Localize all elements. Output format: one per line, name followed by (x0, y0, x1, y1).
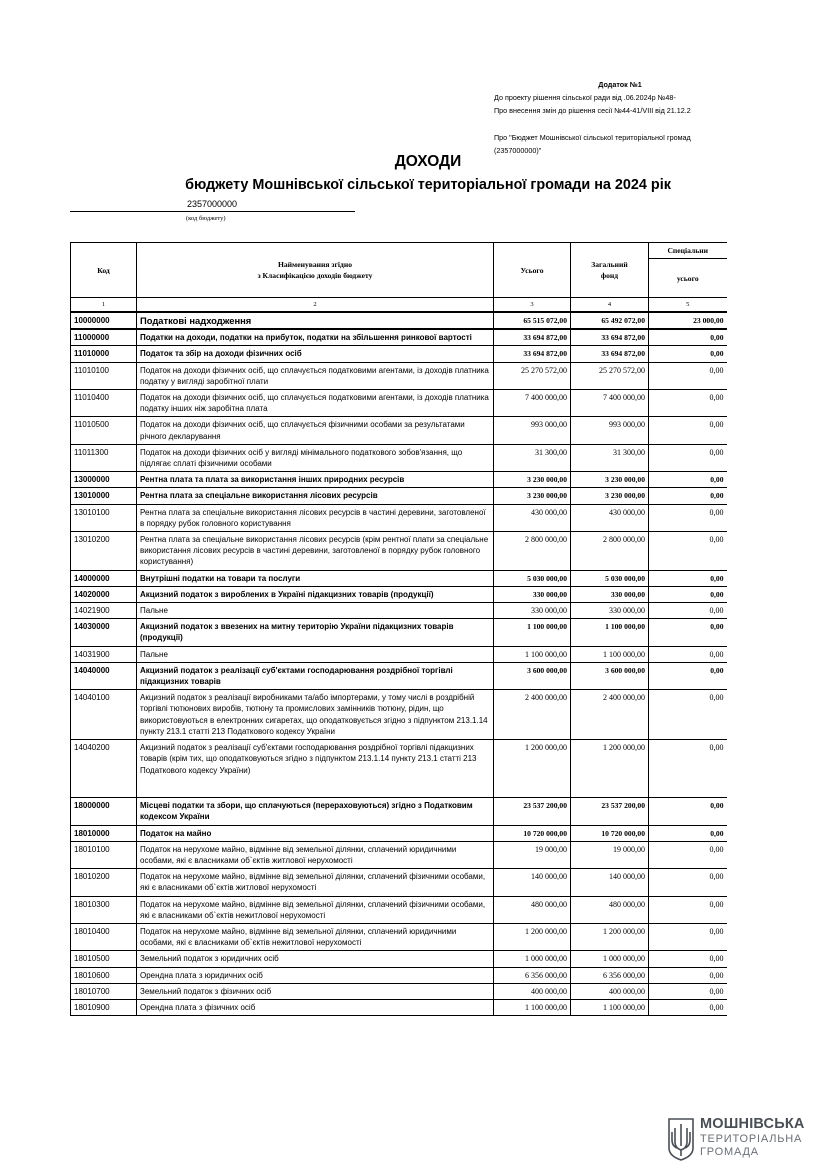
row-special-fund: 0,00 (649, 586, 727, 602)
row-name: Податок на доходи фізичних осіб у вигляді мінімального податкового зобов'язання, що підлягає сплаті фізичними особами (137, 444, 494, 471)
table-row (71, 896, 727, 923)
table-row (71, 472, 727, 488)
row-general-fund: 330 000,00 (571, 603, 649, 619)
row-code: 14021900 (71, 603, 137, 619)
header-line-3: Про "Бюджет Мошнівської сільської територіальної громад (494, 133, 691, 142)
row-total: 65 515 072,00 (494, 312, 571, 329)
row-special-fund: 0,00 (649, 362, 727, 389)
row-total: 5 030 000,00 (494, 570, 571, 586)
row-name: Акцизний податок з ввезених на митну територію України підакцизних товарів (продукції) (137, 619, 494, 646)
row-total: 2 800 000,00 (494, 532, 571, 571)
row-code: 18010700 (71, 983, 137, 999)
document-subtitle: бюджету Мошнівської сільської територіальної громади на 2024 рік (185, 177, 671, 193)
table-row (71, 532, 727, 571)
row-name: Земельний податок з юридичних осіб (137, 951, 494, 967)
table-row (71, 841, 727, 868)
appendix-title: Додаток №1 (598, 80, 642, 89)
row-total: 140 000,00 (494, 869, 571, 896)
table-row (71, 923, 727, 950)
row-total: 25 270 572,00 (494, 362, 571, 389)
row-name: Податки на доходи, податки на прибуток, податки на збільшення ринкової вартості (137, 329, 494, 346)
row-name: Податок на майно (137, 825, 494, 841)
table-row (71, 646, 727, 662)
row-general-fund: 23 537 200,00 (571, 798, 649, 825)
row-general-fund: 330 000,00 (571, 586, 649, 602)
row-total: 33 694 872,00 (494, 346, 571, 362)
header-general-fund (571, 243, 649, 298)
row-name: Земельний податок з фізичних осіб (137, 983, 494, 999)
row-total: 1 000 000,00 (494, 951, 571, 967)
row-special-fund: 0,00 (649, 532, 727, 571)
table-row (71, 346, 727, 362)
row-total: 3 600 000,00 (494, 662, 571, 689)
budget-code-caption: (код бюджету) (186, 215, 226, 222)
table-row (71, 390, 727, 417)
header-line-1: До проекту рішення сільської ради від .06.2024р №48- (494, 93, 676, 102)
row-total: 3 230 000,00 (494, 488, 571, 504)
table-row (71, 690, 727, 740)
row-general-fund: 400 000,00 (571, 983, 649, 999)
row-total: 1 200 000,00 (494, 740, 571, 798)
table-row (71, 444, 727, 471)
table-row (71, 983, 727, 999)
row-name: Пальне (137, 603, 494, 619)
community-logo (666, 1116, 816, 1164)
row-code: 11011300 (71, 444, 137, 471)
row-special-fund: 0,00 (649, 417, 727, 444)
row-name: Акцизний податок з реалізації виробниками та/або імпортерами, у тому числі в роздрібній торгівлі тютюнових виробів, тютюну та промислових замінників тютюну, рідин, що використовуються в електронних сигаретах, що оподатковується згідно з підпунктом 213.1.14 пункту 213.1 статті 213 Податкового кодексу України (137, 690, 494, 740)
row-name: Акцизний податок з реалізації суб'єктами господарювання роздрібної торгівлі підакцизних товарів (крім тих, що оподатковуються згідно з підпунктом 213.1.14 пункту 213.1 статті 213 Податкового кодексу України) (137, 740, 494, 798)
header-name-line-1: Найменування згідно (277, 260, 353, 269)
column-number: 1 (71, 298, 137, 313)
row-name: Податок на доходи фізичних осіб, що сплачується фізичними особами за результатами річного декларування (137, 417, 494, 444)
row-total: 3 230 000,00 (494, 472, 571, 488)
row-special-fund: 0,00 (649, 444, 727, 471)
logo-text-line-2: ТЕРИТОРІАЛЬНА (700, 1133, 803, 1145)
row-name: Рентна плата та плата за використання інших природних ресурсів (137, 472, 494, 488)
header-code: Код (71, 243, 137, 298)
row-name: Податок на нерухоме майно, відмінне від земельної ділянки, сплачений юридичними особами, які є власниками об`єктів нежитлової нерухомості (137, 923, 494, 950)
row-name: Податок на доходи фізичних осіб, що сплачується податковими агентами, із доходів платника податку у вигляді заробітної плати (137, 362, 494, 389)
row-name: Рентна плата за спеціальне використання лісових ресурсів (крім рентної плати за спеціальне використання лісових ресурсів в частині деревини, заготовленої в порядку рубок головного користування) (137, 532, 494, 571)
row-name: Місцеві податки та збори, що сплачуються (перераховуються) згідно з Податковим кодексом України (137, 798, 494, 825)
row-special-fund: 0,00 (649, 923, 727, 950)
row-total: 330 000,00 (494, 603, 571, 619)
row-total: 7 400 000,00 (494, 390, 571, 417)
row-total: 2 400 000,00 (494, 690, 571, 740)
row-name: Податок на нерухоме майно, відмінне від земельної ділянки, сплачений юридичними особами, які є власниками об`єктів житлової нерухомості (137, 841, 494, 868)
row-general-fund: 5 030 000,00 (571, 570, 649, 586)
row-general-fund: 6 356 000,00 (571, 967, 649, 983)
table-row (71, 586, 727, 602)
row-general-fund: 3 600 000,00 (571, 662, 649, 689)
row-special-fund: 0,00 (649, 390, 727, 417)
row-total: 330 000,00 (494, 586, 571, 602)
row-general-fund: 2 400 000,00 (571, 690, 649, 740)
trident-shield-icon (666, 1116, 696, 1162)
row-general-fund: 1 200 000,00 (571, 923, 649, 950)
row-general-fund: 1 000 000,00 (571, 951, 649, 967)
header-name-line-2: з Класифікацією доходів бюджету (257, 271, 373, 280)
row-total: 23 537 200,00 (494, 798, 571, 825)
row-special-fund: 0,00 (649, 472, 727, 488)
row-general-fund: 430 000,00 (571, 504, 649, 531)
row-special-fund: 0,00 (649, 740, 727, 798)
row-code: 10000000 (71, 312, 137, 329)
header-total: Усього (494, 243, 571, 298)
row-general-fund: 65 492 072,00 (571, 312, 649, 329)
row-code: 18010600 (71, 967, 137, 983)
row-code: 14000000 (71, 570, 137, 586)
row-code: 18010300 (71, 896, 137, 923)
header-general-line-2: фонд (600, 271, 619, 280)
row-total: 33 694 872,00 (494, 329, 571, 346)
row-code: 14030000 (71, 619, 137, 646)
row-general-fund: 31 300,00 (571, 444, 649, 471)
row-special-fund: 0,00 (649, 646, 727, 662)
row-code: 11010000 (71, 346, 137, 362)
row-name: Рентна плата за спеціальне використання лісових ресурсів в частині деревини, заготовленої в порядку рубок головного користування (137, 504, 494, 531)
row-code: 14040200 (71, 740, 137, 798)
table-row (71, 999, 727, 1015)
row-general-fund: 3 230 000,00 (571, 488, 649, 504)
row-special-fund: 0,00 (649, 690, 727, 740)
row-name: Акцизний податок з вироблених в Україні підакцизних товарів (продукції) (137, 586, 494, 602)
row-special-fund: 0,00 (649, 662, 727, 689)
row-name: Податок на нерухоме майно, відмінне від земельної ділянки, сплачений фізичними особами, які є власниками об`єктів житлової нерухомості (137, 869, 494, 896)
row-code: 18010400 (71, 923, 137, 950)
row-code: 13010200 (71, 532, 137, 571)
logo-text-line-3: ГРОМАДА (700, 1146, 759, 1158)
row-special-fund: 0,00 (649, 619, 727, 646)
header-line-2: Про внесення змін до рішення сесії №44-41/VIII від 21.12.2 (494, 106, 691, 115)
column-number: 2 (137, 298, 494, 313)
header-name (137, 243, 494, 298)
row-general-fund: 1 100 000,00 (571, 999, 649, 1015)
row-code: 14031900 (71, 646, 137, 662)
row-general-fund: 480 000,00 (571, 896, 649, 923)
row-name: Орендна плата з юридичних осіб (137, 967, 494, 983)
row-special-fund: 0,00 (649, 798, 727, 825)
row-general-fund: 1 200 000,00 (571, 740, 649, 798)
document-title: ДОХОДИ (394, 153, 462, 170)
row-special-fund: 0,00 (649, 841, 727, 868)
header-line-4: (2357000000)" (494, 146, 542, 155)
row-special-fund: 0,00 (649, 983, 727, 999)
row-special-fund: 0,00 (649, 329, 727, 346)
row-name: Внутрішні податки на товари та послуги (137, 570, 494, 586)
row-total: 400 000,00 (494, 983, 571, 999)
table-row (71, 312, 727, 329)
row-code: 18010500 (71, 951, 137, 967)
row-name: Акцизний податок з реалізації суб'єктами господарювання роздрібної торгівлі підакцизних товарів (137, 662, 494, 689)
row-special-fund: 0,00 (649, 603, 727, 619)
row-name: Податок на доходи фізичних осіб, що сплачується податковими агентами, із доходів платника податку інших ніж заробітна плата (137, 390, 494, 417)
row-general-fund: 993 000,00 (571, 417, 649, 444)
row-general-fund: 33 694 872,00 (571, 329, 649, 346)
row-special-fund: 0,00 (649, 825, 727, 841)
row-code: 14040000 (71, 662, 137, 689)
row-special-fund: 0,00 (649, 504, 727, 531)
table-row (71, 869, 727, 896)
row-general-fund: 1 100 000,00 (571, 646, 649, 662)
row-code: 14020000 (71, 586, 137, 602)
row-general-fund: 3 230 000,00 (571, 472, 649, 488)
column-number: 3 (494, 298, 571, 313)
header-special-fund: Спеціальни (649, 243, 727, 259)
row-special-fund: 0,00 (649, 951, 727, 967)
row-general-fund: 33 694 872,00 (571, 346, 649, 362)
row-code: 13010000 (71, 488, 137, 504)
column-number: 5 (649, 298, 727, 313)
header-general-line-1: Загальний (591, 260, 628, 269)
row-total: 993 000,00 (494, 417, 571, 444)
row-general-fund: 140 000,00 (571, 869, 649, 896)
column-number: 4 (571, 298, 649, 313)
table-row (71, 417, 727, 444)
logo-text-line-1: МОШНІВСЬКА (700, 1116, 805, 1132)
row-name: Рентна плата за спеціальне використання лісових ресурсів (137, 488, 494, 504)
table-row (71, 951, 727, 967)
row-general-fund: 10 720 000,00 (571, 825, 649, 841)
header-special-total: усього (649, 259, 727, 298)
row-code: 13010100 (71, 504, 137, 531)
row-code: 11010400 (71, 390, 137, 417)
row-total: 19 000,00 (494, 841, 571, 868)
row-general-fund: 7 400 000,00 (571, 390, 649, 417)
row-general-fund: 25 270 572,00 (571, 362, 649, 389)
budget-code: 2357000000 (70, 197, 355, 212)
row-special-fund: 0,00 (649, 896, 727, 923)
table-row (71, 825, 727, 841)
row-total: 480 000,00 (494, 896, 571, 923)
row-total: 10 720 000,00 (494, 825, 571, 841)
row-name: Податок на нерухоме майно, відмінне від земельної ділянки, сплачений фізичними особами, які є власниками об`єктів нежитлової нерухомості (137, 896, 494, 923)
row-special-fund: 0,00 (649, 869, 727, 896)
row-code: 18010900 (71, 999, 137, 1015)
row-name: Податок та збір на доходи фізичних осіб (137, 346, 494, 362)
row-code: 18010000 (71, 825, 137, 841)
table-row (71, 488, 727, 504)
resolution-header (494, 78, 726, 157)
row-general-fund: 1 100 000,00 (571, 619, 649, 646)
row-code: 11010500 (71, 417, 137, 444)
row-code: 18010200 (71, 869, 137, 896)
row-code: 11010100 (71, 362, 137, 389)
row-code: 13000000 (71, 472, 137, 488)
table-row (71, 798, 727, 825)
row-special-fund: 0,00 (649, 967, 727, 983)
row-total: 6 356 000,00 (494, 967, 571, 983)
row-total: 1 100 000,00 (494, 619, 571, 646)
revenue-table (70, 242, 727, 1016)
row-code: 18000000 (71, 798, 137, 825)
table-row (71, 329, 727, 346)
row-special-fund: 0,00 (649, 999, 727, 1015)
row-total: 430 000,00 (494, 504, 571, 531)
row-name: Податкові надходження (137, 312, 494, 329)
row-code: 18010100 (71, 841, 137, 868)
row-name: Орендна плата з фізичних осіб (137, 999, 494, 1015)
row-code: 11000000 (71, 329, 137, 346)
row-special-fund: 23 000,00 (649, 312, 727, 329)
row-special-fund: 0,00 (649, 488, 727, 504)
table-row (71, 504, 727, 531)
table-row (71, 603, 727, 619)
row-special-fund: 0,00 (649, 346, 727, 362)
row-general-fund: 19 000,00 (571, 841, 649, 868)
row-total: 1 200 000,00 (494, 923, 571, 950)
table-row (71, 362, 727, 389)
row-total: 1 100 000,00 (494, 646, 571, 662)
row-code: 14040100 (71, 690, 137, 740)
row-total: 1 100 000,00 (494, 999, 571, 1015)
row-total: 31 300,00 (494, 444, 571, 471)
row-name: Пальне (137, 646, 494, 662)
table-row (71, 619, 727, 646)
table-row (71, 570, 727, 586)
row-general-fund: 2 800 000,00 (571, 532, 649, 571)
table-row (71, 740, 727, 798)
table-row (71, 662, 727, 689)
table-row (71, 967, 727, 983)
row-special-fund: 0,00 (649, 570, 727, 586)
